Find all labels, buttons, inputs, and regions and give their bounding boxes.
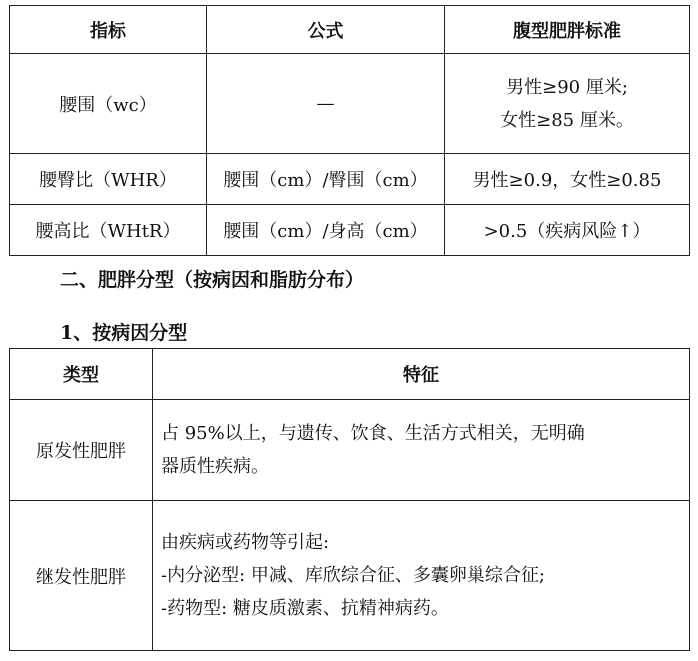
features-cell	[153, 501, 690, 651]
indicator-cell: 腰高比（WHtR）	[10, 205, 207, 256]
sub-heading: 1、按病因分型	[60, 322, 188, 344]
table-row	[10, 54, 690, 154]
indicator-cell: 腰臀比（WHR）	[10, 154, 207, 205]
feature-line: 占 95%以上，与遗传、饮食、生活方式相关，无明确	[161, 423, 585, 444]
section-heading: 二、肥胖分型（按病因和脂肪分布）	[60, 269, 365, 291]
obesity-type-table	[9, 348, 690, 651]
table-row	[10, 400, 690, 501]
table-row	[10, 501, 690, 651]
type-cell: 继发性肥胖	[10, 501, 153, 651]
standard-cell: 男性≥0.9，女性≥0.85	[445, 154, 690, 205]
standard-line: 女性≥85 厘米。	[500, 109, 634, 131]
header-indicator: 指标	[10, 6, 207, 54]
header-features: 特征	[153, 349, 690, 400]
obesity-criteria-table	[9, 5, 690, 256]
formula-cell: 腰围（cm）/身高（cm）	[207, 205, 445, 256]
standard-cell: >0.5（疾病风险↑）	[445, 205, 690, 256]
feature-line: 器质性疾病。	[161, 456, 269, 477]
table-header-row	[10, 349, 690, 400]
table-header-row	[10, 6, 690, 54]
header-formula: 公式	[207, 6, 445, 54]
feature-line: 由疾病或药物等引起:	[161, 532, 330, 553]
standard-line: 男性≥90 厘米;	[506, 76, 628, 98]
features-cell	[153, 400, 690, 501]
feature-line: -内分泌型: 甲减、库欣综合征、多囊卵巢综合征;	[161, 565, 545, 586]
formula-cell: —	[207, 54, 445, 154]
type-cell: 原发性肥胖	[10, 400, 153, 501]
formula-cell: 腰围（cm）/臀围（cm）	[207, 154, 445, 205]
table-row	[10, 205, 690, 256]
table-row	[10, 154, 690, 205]
feature-line: -药物型: 糖皮质激素、抗精神病药。	[161, 598, 449, 619]
header-standard: 腹型肥胖标准	[445, 6, 690, 54]
header-type: 类型	[10, 349, 153, 400]
standard-cell	[445, 54, 690, 154]
indicator-cell: 腰围（wc）	[10, 54, 207, 154]
